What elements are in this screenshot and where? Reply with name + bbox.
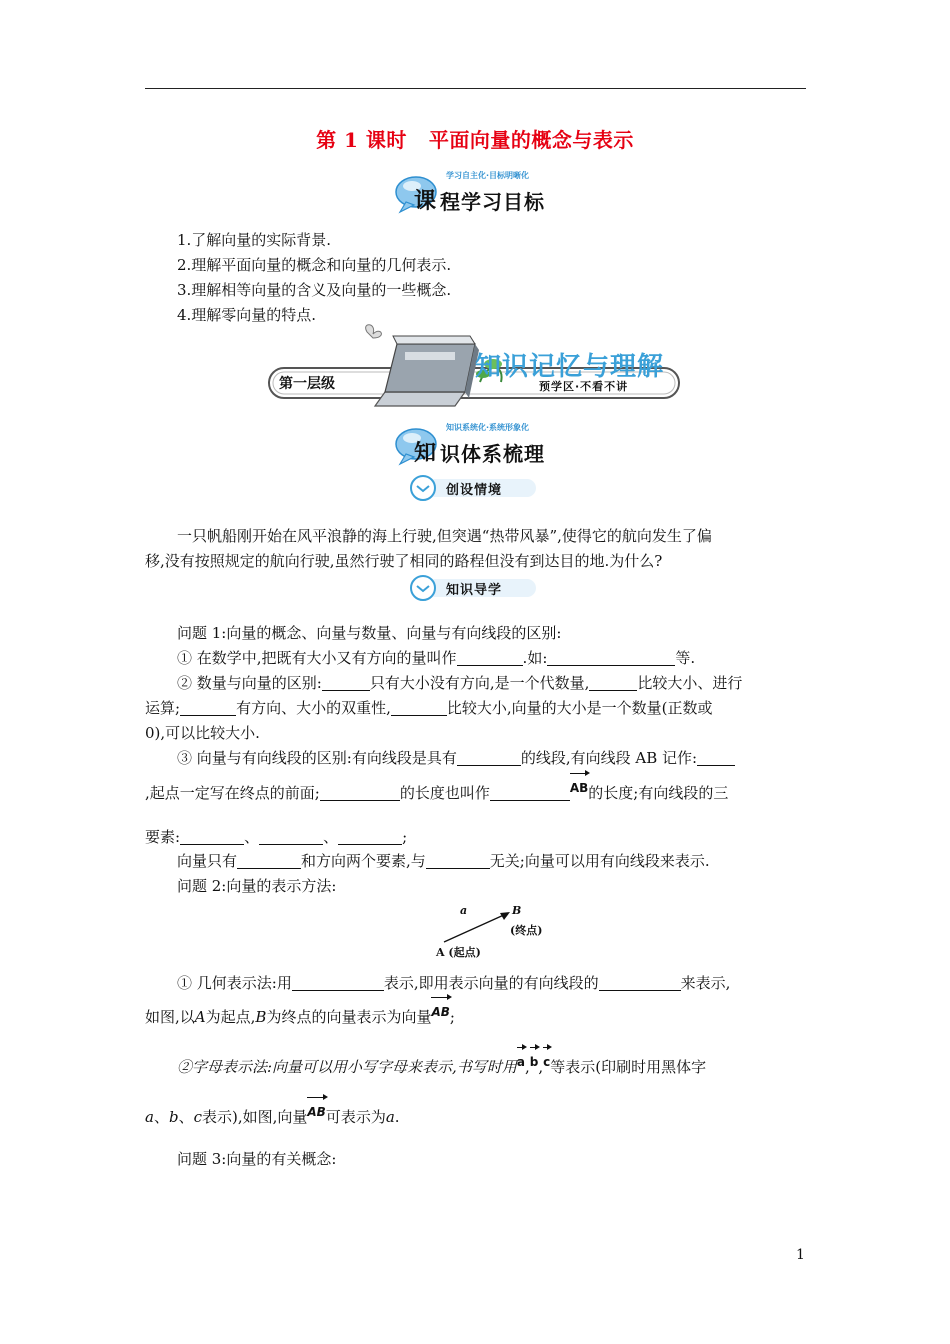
q1-line-2: ② 数量与向量的区别: 只有大小没有方向,是一个代数量, 比较大小、进行: [177, 674, 743, 692]
vector-b-label: b: [530, 1050, 539, 1075]
q2-heading: 问题 2:向量的表示方法:: [177, 877, 337, 895]
q2-line-3: ②字母表示法:向量可以用小写字母来表示,书写时用a,b,c等表示(印刷时用黑体字: [177, 1050, 706, 1080]
q1-heading: 问题 1:向量的概念、向量与数量、向量与有向线段的区别:: [177, 624, 562, 642]
q2-line-4: a、b、c表示),如图,向量AB可表示为a.: [145, 1100, 400, 1130]
answer-blank[interactable]: [426, 852, 490, 869]
answer-blank[interactable]: [457, 649, 523, 666]
top-rule: [145, 88, 806, 89]
q3-heading: 问题 3:向量的有关概念:: [177, 1150, 337, 1168]
subheader-guide: 知识导学: [408, 574, 538, 602]
vector-ab-label: AB: [307, 1100, 325, 1125]
answer-blank[interactable]: [292, 974, 384, 991]
vector-a-label: a: [517, 1050, 525, 1075]
answer-blank[interactable]: [237, 852, 301, 869]
answer-blank[interactable]: [697, 749, 735, 766]
q2-line-1: ① 几何表示法:用 表示,即用表示向量的有向线段的 来表示,: [177, 974, 731, 992]
vector-ab-label: AB: [431, 1000, 449, 1025]
q1-line-3: 运算; 有方向、大小的双重性, 比较大小,向量的大小是一个数量(正数或: [145, 699, 713, 717]
goals-section-header: 学习自主化·目标明晰化 课 程学习目标: [394, 168, 564, 216]
goal-4: 4.理解零向量的特点.: [177, 306, 317, 324]
answer-blank[interactable]: [599, 974, 681, 991]
lesson-title: 第 1 课时 平面向量的概念与表示: [316, 128, 634, 152]
q1-line-4: 0),可以比较大小.: [145, 724, 260, 742]
goal-2: 2.理解平面向量的概念和向量的几何表示.: [177, 256, 452, 274]
q2-line-2: 如图,以A为起点,B为终点的向量表示为向量AB;: [145, 1000, 455, 1030]
q1-line-8: 向量只有 和方向两个要素,与 无关;向量可以用有向线段来表示.: [177, 852, 710, 870]
answer-blank[interactable]: [320, 784, 400, 801]
answer-blank[interactable]: [391, 699, 447, 716]
q1-line-6: ,起点一定写在终点的前面; 的长度也叫作 AB的长度;有向线段的三: [145, 776, 728, 806]
q1-line-7: 要素: 、 、 ;: [145, 828, 408, 846]
answer-blank[interactable]: [338, 828, 402, 845]
vector-ab-label: AB: [570, 776, 588, 801]
scenario-line-2: 移,没有按照规定的航向行驶,虽然行驶了相同的路程但没有到达目的地.为什么?: [145, 552, 663, 570]
answer-blank[interactable]: [259, 828, 323, 845]
subheader-scenario: 创设情境: [408, 474, 538, 502]
q1-line-1: ① 在数学中,把既有大小又有方向的量叫作 .如: 等.: [177, 649, 696, 667]
page-number: 1: [796, 1247, 805, 1263]
answer-blank[interactable]: [180, 828, 244, 845]
goal-3: 3.理解相等向量的含义及向量的一些概念.: [177, 281, 452, 299]
level-banner: 第一层级 知识记忆与理解 预学区·不看不讲: [265, 322, 687, 412]
answer-blank[interactable]: [547, 649, 675, 666]
goal-1: 1.了解向量的实际背景.: [177, 231, 332, 249]
answer-blank[interactable]: [180, 699, 236, 716]
knowledge-section-header: 知识系统化·系统形象化 知 识体系梳理: [394, 420, 564, 468]
vector-c-label: c: [543, 1050, 550, 1075]
vector-diagram: a B (终点) A (起点): [430, 898, 550, 962]
answer-blank[interactable]: [589, 674, 637, 691]
answer-blank[interactable]: [322, 674, 370, 691]
answer-blank[interactable]: [457, 749, 521, 766]
answer-blank[interactable]: [490, 784, 570, 801]
q1-line-5: ③ 向量与有向线段的区别:有向线段是具有 的线段,有向线段 AB 记作:: [177, 746, 735, 771]
scenario-line-1: 一只帆船刚开始在风平浪静的海上行驶,但突遇“热带风暴”,使得它的航向发生了偏: [177, 527, 712, 545]
